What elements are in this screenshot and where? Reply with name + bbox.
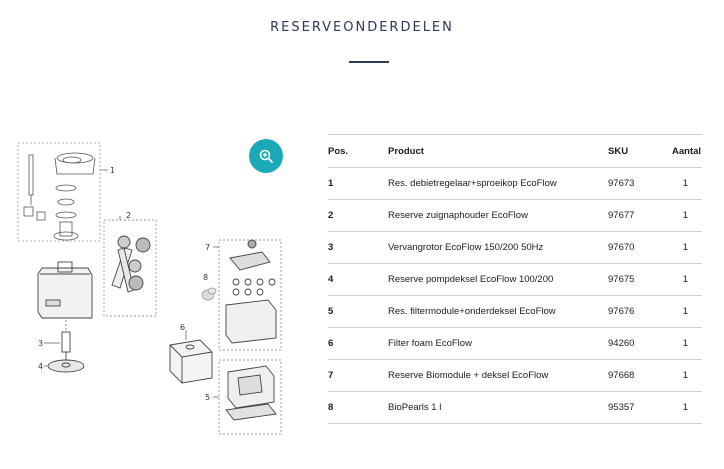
row-qty: 1	[672, 328, 702, 360]
row-qty: 1	[672, 200, 702, 232]
row-sku: 97677	[608, 200, 672, 232]
header-product: Product	[388, 135, 608, 168]
row-sku: 95357	[608, 392, 672, 424]
row-qty: 1	[672, 360, 702, 392]
row-qty: 1	[672, 392, 702, 424]
spare-parts-table	[328, 134, 702, 424]
table-row	[328, 232, 702, 264]
row-qty: 1	[672, 168, 702, 200]
row-product: BioPearls 1 l	[388, 392, 608, 424]
label-1: 1	[110, 166, 116, 175]
row-pos: 8	[328, 392, 388, 424]
row-sku: 97675	[608, 264, 672, 296]
row-qty: 1	[672, 296, 702, 328]
row-sku: 97676	[608, 296, 672, 328]
row-product: Reserve pompdeksel EcoFlow 100/200	[388, 264, 608, 296]
label-6: 6	[180, 323, 186, 332]
label-2: 2	[126, 211, 132, 220]
header-qty: Aantal	[672, 135, 702, 168]
table-row	[328, 328, 702, 360]
row-product: Res. debietregelaar+sproeikop EcoFlow	[388, 168, 608, 200]
row-product: Reserve Biomodule + deksel EcoFlow	[388, 360, 608, 392]
row-product: Reserve zuignaphouder EcoFlow	[388, 200, 608, 232]
row-pos: 6	[328, 328, 388, 360]
row-pos: 7	[328, 360, 388, 392]
table-header-row	[328, 135, 702, 168]
section-title: RESERVEONDERDELEN	[270, 20, 454, 35]
zoom-in-icon	[258, 148, 274, 164]
row-product: Vervangrotor EcoFlow 150/200 50Hz	[388, 232, 608, 264]
row-product: Res. filtermodule+onderdeksel EcoFlow	[388, 296, 608, 328]
table-row	[328, 296, 702, 328]
table-row	[328, 168, 702, 200]
header-pos: Pos.	[328, 135, 388, 168]
row-product: Filter foam EcoFlow	[388, 328, 608, 360]
label-5: 5	[205, 393, 211, 402]
row-qty: 1	[672, 232, 702, 264]
part-1-frame	[18, 143, 100, 241]
table-row	[328, 392, 702, 424]
row-pos: 5	[328, 296, 388, 328]
row-sku: 94260	[608, 328, 672, 360]
row-qty: 1	[672, 264, 702, 296]
row-sku: 97670	[608, 232, 672, 264]
row-pos: 3	[328, 232, 388, 264]
label-4: 4	[38, 362, 44, 371]
table-row	[328, 200, 702, 232]
label-3: 3	[38, 339, 44, 348]
header-sku: SKU	[608, 135, 672, 168]
table-row	[328, 360, 702, 392]
table-row	[328, 264, 702, 296]
label-8: 8	[203, 273, 209, 282]
row-sku: 97673	[608, 168, 672, 200]
row-pos: 2	[328, 200, 388, 232]
zoom-button[interactable]	[249, 139, 283, 173]
row-pos: 1	[328, 168, 388, 200]
title-divider	[349, 61, 389, 63]
row-pos: 4	[328, 264, 388, 296]
row-sku: 97668	[608, 360, 672, 392]
label-7: 7	[205, 243, 211, 252]
